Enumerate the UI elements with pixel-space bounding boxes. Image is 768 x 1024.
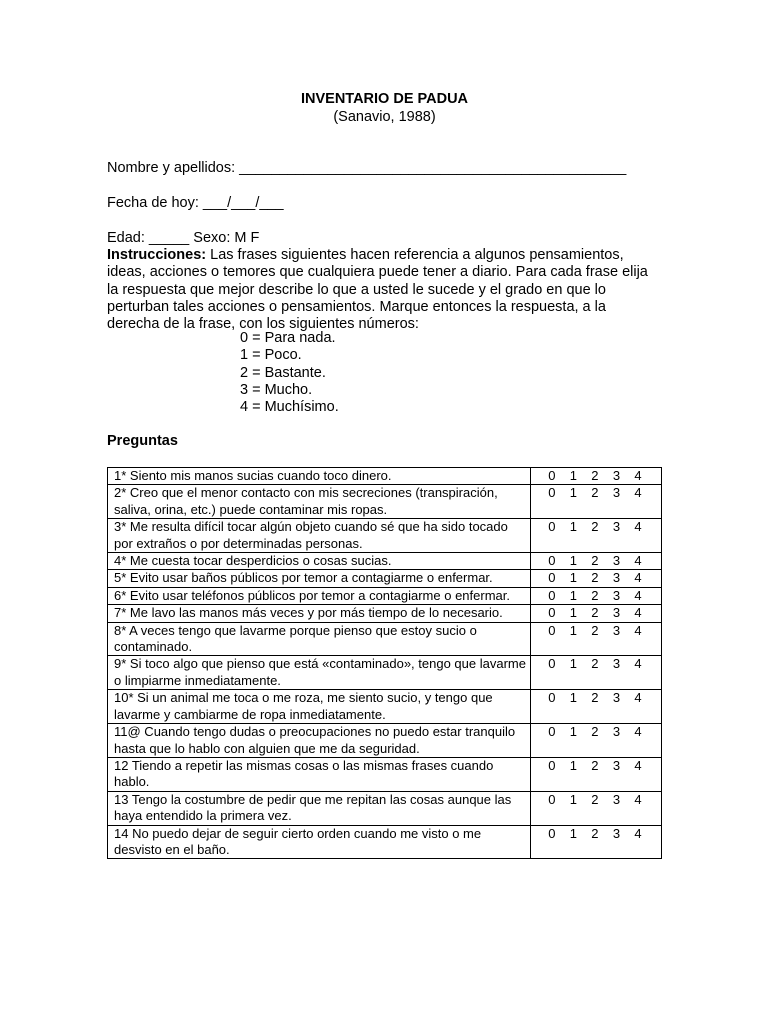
question-row	[108, 791, 662, 825]
question-text: 9* Si toco algo que pienso que está «contaminado», tengo que lavarme o limpiarme inmediatamente.	[108, 656, 531, 690]
answer-options	[531, 468, 661, 484]
question-text: 3* Me resulta difícil tocar algún objeto cuando sé que ha sido tocado por extraños o por determinadas personas.	[108, 519, 531, 553]
answer-option-3[interactable]: 3	[612, 791, 621, 807]
answer-options	[531, 724, 661, 740]
question-row	[108, 690, 662, 724]
scale-legend-item: 4 = Muchísimo.	[240, 399, 339, 416]
answer-option-0[interactable]: 0	[548, 605, 556, 621]
answer-option-4[interactable]: 4	[634, 622, 642, 638]
question-row	[108, 570, 662, 587]
instructions-text: Las frases siguientes hacen referencia a algunos pensamientos, ideas, acciones o temores que cualquiera puede tener a diario. Para cada frase elija la respuesta que mejor describe lo que a usted le sucede y el grado en que lo perturban tales acciones o pensamientos. Marque entonces la respuesta, a la derecha de la frase, con los siguientes números:	[107, 247, 648, 333]
question-row	[108, 519, 662, 553]
answer-options	[531, 588, 661, 604]
answer-option-4[interactable]: 4	[634, 690, 642, 706]
answer-option-3[interactable]: 3	[612, 468, 621, 483]
answer-option-3[interactable]: 3	[612, 724, 621, 740]
question-text: 7* Me lavo las manos más veces y por más tiempo de lo necesario.	[108, 605, 531, 622]
answer-option-1[interactable]: 1	[569, 791, 577, 807]
answer-option-3[interactable]: 3	[612, 570, 621, 586]
answer-option-0[interactable]: 0	[548, 690, 556, 706]
answer-option-2[interactable]: 2	[591, 656, 599, 672]
answer-scale-cell	[530, 468, 661, 485]
answer-option-3[interactable]: 3	[612, 485, 621, 501]
question-text: 12 Tiendo a repetir las mismas cosas o las mismas frases cuando hablo.	[108, 757, 531, 791]
answer-options	[531, 758, 661, 774]
answer-option-1[interactable]: 1	[569, 825, 577, 841]
answer-scale-cell	[530, 757, 661, 791]
answer-option-4[interactable]: 4	[634, 605, 642, 621]
answer-option-0[interactable]: 0	[548, 724, 556, 740]
answer-option-3[interactable]: 3	[612, 622, 621, 638]
answer-option-2[interactable]: 2	[591, 622, 599, 638]
question-row	[108, 825, 662, 859]
answer-option-0[interactable]: 0	[548, 622, 556, 638]
answer-scale-cell	[530, 605, 661, 622]
answer-scale-cell	[530, 724, 661, 758]
answer-scale-cell	[530, 570, 661, 587]
answer-option-0[interactable]: 0	[548, 553, 556, 569]
question-row	[108, 553, 662, 570]
answer-option-3[interactable]: 3	[612, 656, 621, 672]
scale-legend-item: 0 = Para nada.	[240, 330, 336, 346]
answer-option-4[interactable]: 4	[634, 825, 642, 841]
answer-option-4[interactable]: 4	[634, 468, 642, 483]
answer-option-2[interactable]: 2	[591, 468, 599, 483]
question-text: 13 Tengo la costumbre de pedir que me repitan las cosas aunque las haya entendido la primera vez.	[108, 791, 531, 825]
scale-legend-item: 3 = Mucho.	[240, 381, 313, 398]
answer-option-1[interactable]: 1	[569, 622, 577, 638]
age-sex-field-line[interactable]: Edad: _____ Sexo: M F	[107, 230, 260, 246]
answer-option-3[interactable]: 3	[612, 690, 621, 706]
question-row	[108, 468, 662, 485]
question-row	[108, 724, 662, 758]
answer-option-1[interactable]: 1	[569, 587, 577, 603]
answer-option-0[interactable]: 0	[548, 570, 556, 586]
instructions-label: Instrucciones:	[107, 247, 207, 263]
question-row	[108, 757, 662, 791]
answer-options	[531, 485, 661, 501]
document-title: INVENTARIO DE PADUA	[300, 91, 469, 107]
question-row	[108, 587, 662, 604]
question-text: 1* Siento mis manos sucias cuando toco dinero.	[108, 468, 531, 485]
answer-scale-cell	[530, 485, 661, 519]
answer-option-4[interactable]: 4	[634, 485, 642, 501]
question-row	[108, 605, 662, 622]
answer-scale-cell	[530, 519, 661, 553]
answer-options	[531, 690, 661, 706]
answer-option-1[interactable]: 1	[569, 605, 577, 621]
answer-scale-cell	[530, 791, 661, 825]
question-text: 8* A veces tengo que lavarme porque pienso que estoy sucio o contaminado.	[108, 622, 531, 656]
answer-option-4[interactable]: 4	[634, 724, 642, 740]
question-text: 11@ Cuando tengo dudas o preocupaciones no puedo estar tranquilo hasta que lo hablo con alguien que me da seguridad.	[108, 724, 531, 758]
answer-option-2[interactable]: 2	[591, 757, 599, 773]
answer-option-0[interactable]: 0	[548, 757, 556, 773]
answer-option-1[interactable]: 1	[569, 724, 577, 740]
question-text: 5* Evito usar baños públicos por temor a contagiarme o enfermar.	[108, 570, 531, 587]
questions-table	[107, 467, 662, 859]
question-text: 10* Si un animal me toca o me roza, me siento sucio, y tengo que lavarme y cambiarme de ropa inmediatamente.	[108, 690, 531, 724]
question-row	[108, 485, 662, 519]
answer-option-3[interactable]: 3	[612, 757, 621, 773]
answer-options	[531, 826, 661, 842]
question-text: 2* Creo que el menor contacto con mis secreciones (transpiración, saliva, orina, etc.) puede contaminar mis ropas.	[108, 485, 531, 519]
question-text: 4* Me cuesta tocar desperdicios o cosas sucias.	[108, 553, 531, 570]
answer-option-1[interactable]: 1	[569, 690, 577, 706]
answer-options	[531, 656, 661, 672]
answer-option-3[interactable]: 3	[612, 605, 621, 621]
answer-option-0[interactable]: 0	[548, 468, 556, 483]
answer-option-3[interactable]: 3	[612, 553, 621, 569]
question-text: 6* Evito usar teléfonos públicos por temor a contagiarme o enfermar.	[108, 587, 531, 604]
answer-option-3[interactable]: 3	[612, 587, 621, 603]
answer-option-2[interactable]: 2	[591, 724, 599, 740]
answer-option-1[interactable]: 1	[569, 757, 577, 773]
answer-option-0[interactable]: 0	[548, 485, 556, 501]
answer-option-4[interactable]: 4	[634, 570, 642, 586]
answer-option-4[interactable]: 4	[634, 519, 642, 535]
answer-options	[531, 570, 661, 586]
answer-option-3[interactable]: 3	[612, 519, 621, 535]
answer-option-2[interactable]: 2	[591, 690, 599, 706]
answer-option-3[interactable]: 3	[612, 825, 621, 841]
answer-option-4[interactable]: 4	[634, 553, 642, 569]
answer-scale-cell	[530, 587, 661, 604]
question-row	[108, 622, 662, 656]
answer-scale-cell	[530, 825, 661, 859]
answer-scale-cell	[530, 690, 661, 724]
answer-option-4[interactable]: 4	[634, 791, 642, 807]
answer-option-4[interactable]: 4	[634, 587, 642, 603]
answer-scale-cell	[530, 622, 661, 656]
answer-option-2[interactable]: 2	[591, 825, 599, 841]
answer-option-4[interactable]: 4	[634, 656, 642, 672]
answer-options	[531, 553, 661, 569]
question-text: 14 No puedo dejar de seguir cierto orden cuando me visto o me desvisto en el baño.	[108, 825, 531, 859]
questions-heading: Preguntas	[107, 433, 178, 449]
document-subtitle: (Sanavio, 1988)	[333, 109, 436, 125]
answer-scale-cell	[530, 553, 661, 570]
instructions-paragraph	[107, 247, 662, 333]
scale-legend-item: 2 = Bastante.	[240, 364, 326, 381]
answer-option-0[interactable]: 0	[548, 519, 556, 535]
answer-option-0[interactable]: 0	[548, 656, 556, 672]
answer-option-1[interactable]: 1	[569, 656, 577, 672]
answer-option-2[interactable]: 2	[591, 605, 599, 621]
scale-legend-item: 1 = Poco.	[240, 347, 302, 364]
answer-option-1[interactable]: 1	[569, 485, 577, 501]
answer-options	[531, 792, 661, 808]
answer-scale-cell	[530, 656, 661, 690]
response-scale-legend	[240, 330, 339, 416]
answer-option-0[interactable]: 0	[548, 791, 556, 807]
answer-option-2[interactable]: 2	[591, 587, 599, 603]
answer-options	[531, 605, 661, 621]
answer-options	[531, 623, 661, 639]
answer-options	[531, 519, 661, 535]
answer-option-1[interactable]: 1	[569, 570, 577, 586]
answer-option-2[interactable]: 2	[591, 553, 599, 569]
answer-option-1[interactable]: 1	[569, 468, 577, 483]
answer-option-2[interactable]: 2	[591, 519, 599, 535]
date-field-line[interactable]: Fecha de hoy: ___/___/___	[107, 195, 284, 211]
answer-option-2[interactable]: 2	[591, 485, 599, 501]
answer-option-0[interactable]: 0	[548, 825, 556, 841]
answer-option-2[interactable]: 2	[591, 570, 599, 586]
answer-option-0[interactable]: 0	[548, 587, 556, 603]
answer-option-4[interactable]: 4	[634, 757, 642, 773]
answer-option-1[interactable]: 1	[569, 519, 577, 535]
answer-option-1[interactable]: 1	[569, 553, 577, 569]
question-row	[108, 656, 662, 690]
name-field-line[interactable]: Nombre y apellidos: ________________________________________________	[107, 160, 627, 176]
answer-option-2[interactable]: 2	[591, 791, 599, 807]
